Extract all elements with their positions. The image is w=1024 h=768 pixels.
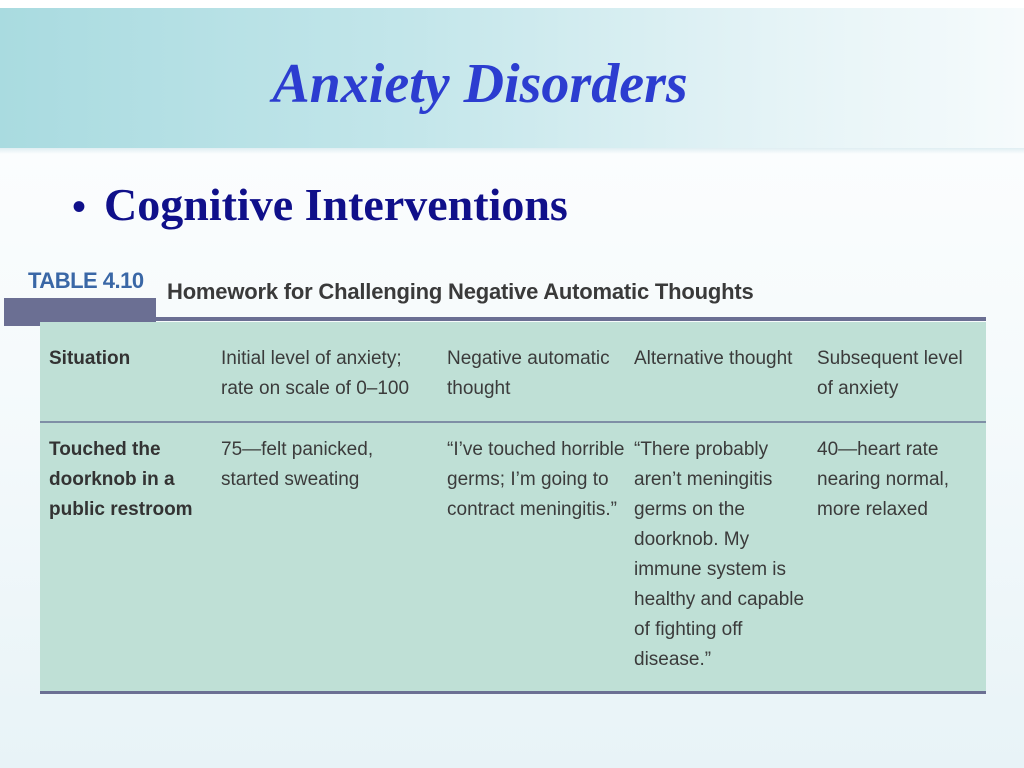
header-alternative-thought: Alternative thought (634, 348, 793, 369)
header-subsequent-anxiety: Subsequent level of anxiety (817, 348, 963, 399)
table-title-rule (156, 317, 986, 321)
bullet-text: Cognitive Interventions (104, 179, 568, 230)
homework-table (40, 322, 986, 694)
cell-subsequent-anxiety: 40—heart rate nearing normal, more relaxed (817, 439, 950, 520)
cell-situation: Touched the doorknob in a public restroom (49, 439, 193, 520)
cell-negative-thought: “I’ve touched horrible germs; I’m going to contract meningitis.” (447, 439, 625, 520)
table-title: Homework for Challenging Negative Automatic Thoughts (167, 279, 754, 304)
cell-alternative-thought: “There probably aren’t meningitis germs on the doorknob. My immune system is healthy and capable of fighting off disease.” (634, 439, 805, 670)
header-negative-thought: Negative automatic thought (447, 348, 610, 399)
bullet-dot-icon: • (72, 184, 87, 229)
table-header-row (40, 322, 986, 423)
cell-initial-anxiety: 75—felt panicked, started sweating (221, 439, 374, 490)
table-row (40, 423, 986, 691)
bullet-item (72, 178, 568, 231)
header-initial-anxiety: Initial level of anxiety; rate on scale of 0–100 (221, 348, 410, 399)
title-band-shadow (0, 148, 1024, 154)
slide-title: Anxiety Disorders (272, 53, 688, 115)
header-situation: Situation (49, 348, 131, 369)
table-label: TABLE 4.10 (28, 268, 144, 293)
